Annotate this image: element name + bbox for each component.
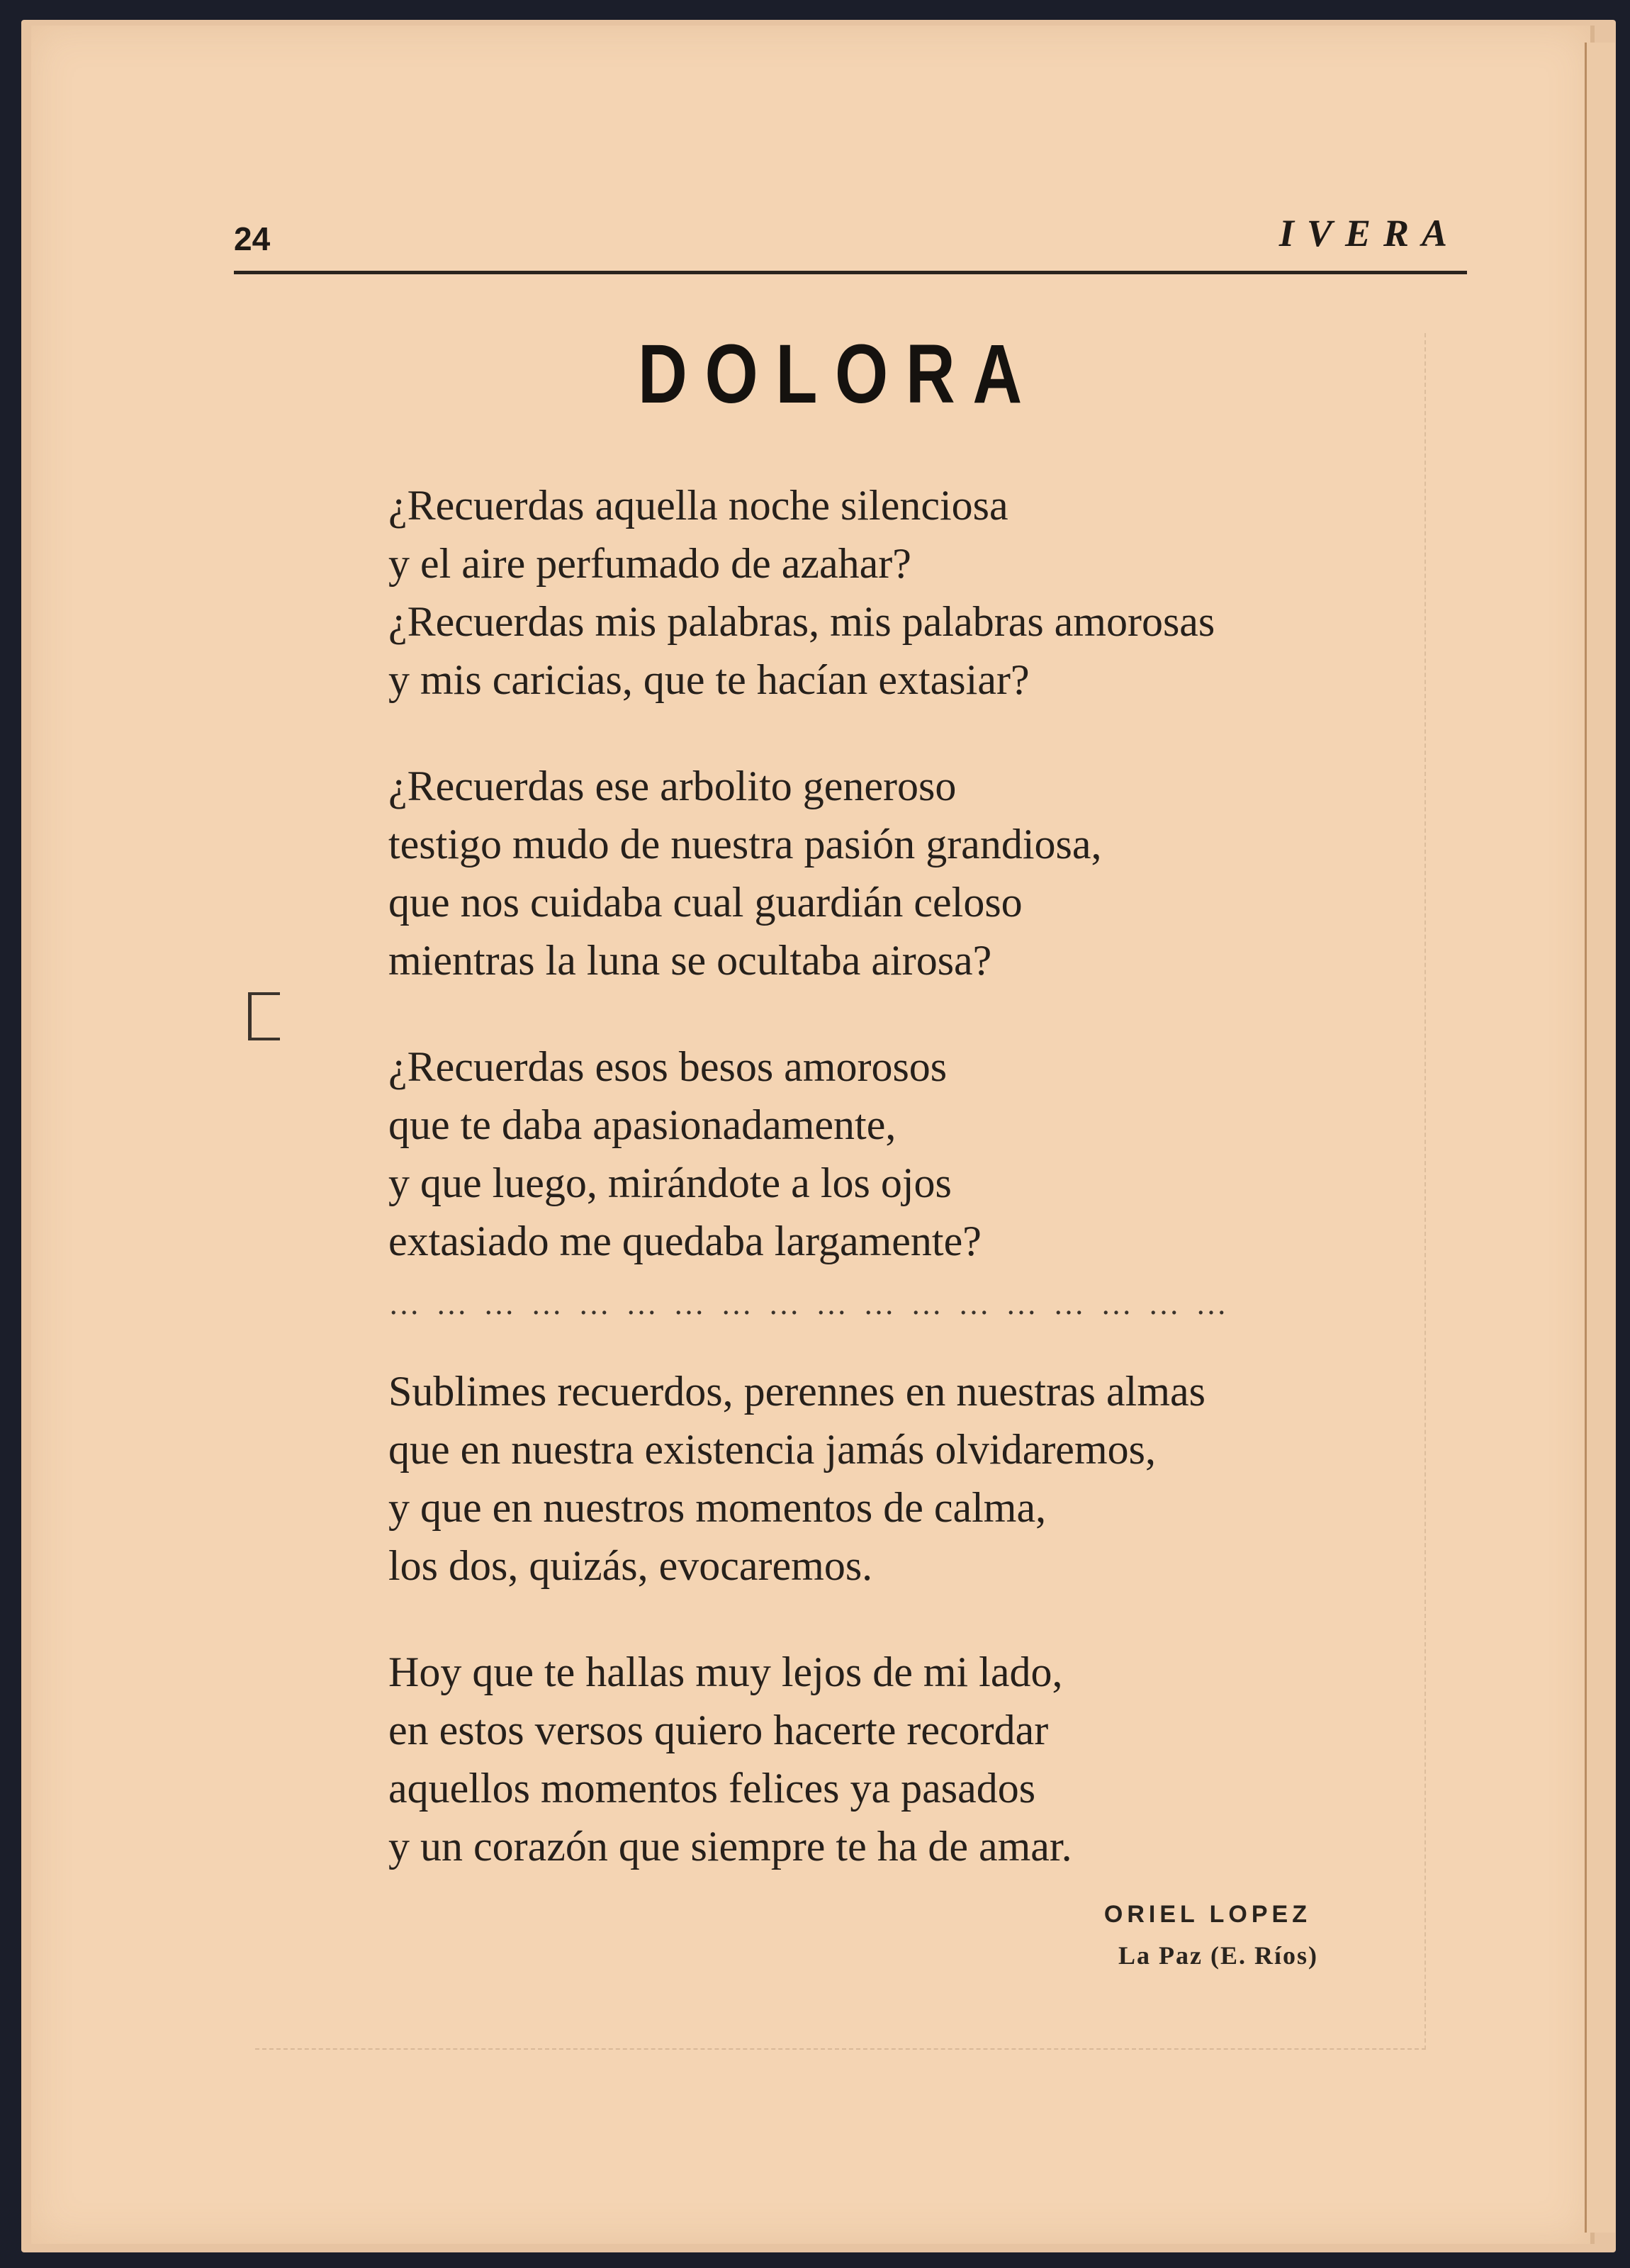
verse-line: y un corazón que siempre te ha de amar. xyxy=(388,1823,1072,1870)
verse-line: testigo mudo de nuestra pasión grandiosa, xyxy=(388,821,1102,868)
verse-line: Hoy que te hallas muy lejos de mi lado, xyxy=(388,1649,1063,1695)
verse-line: ¿Recuerdas esos besos amorosos xyxy=(388,1043,948,1090)
verse-line: ¿Recuerdas mis palabras, mis palabras amorosas xyxy=(388,598,1215,645)
verse-line: ¿Recuerdas ese arbolito generoso xyxy=(388,763,957,809)
header-rule xyxy=(234,271,1467,274)
verse-line: y que luego, mirándote a los ojos xyxy=(388,1160,952,1206)
verse-line: los dos, quizás, evocaremos. xyxy=(388,1542,873,1589)
stanza-3 xyxy=(388,1038,1451,1270)
verse-line: que en nuestra existencia jamás olvidaremos, xyxy=(388,1426,1156,1473)
verse-line: que nos cuidaba cual guardián celoso xyxy=(388,879,1023,926)
author-place: La Paz (E. Ríos) xyxy=(1118,1941,1318,1970)
verse-line: y mis caricias, que te hacían extasiar? xyxy=(388,656,1030,703)
verse-line: en estos versos quiero hacerte recordar xyxy=(388,1707,1049,1753)
stanza-4 xyxy=(388,1362,1451,1595)
verse-line: extasiado me quedaba largamente? xyxy=(388,1218,982,1264)
running-head: IVERA xyxy=(1278,212,1460,254)
poem-title: DOLORA xyxy=(638,327,1040,421)
verse-line: ¿Recuerdas aquella noche silenciosa xyxy=(388,482,1008,529)
stanza-1 xyxy=(388,476,1451,709)
verse-line: y el aire perfumado de azahar? xyxy=(388,540,911,587)
adjacent-page-edge xyxy=(1585,43,1615,2233)
verse-line: mientras la luna se ocultaba airosa? xyxy=(388,937,992,984)
verse-line: aquellos momentos felices ya pasados xyxy=(388,1765,1036,1812)
stanza-5 xyxy=(388,1643,1451,1875)
page-number: 24 xyxy=(234,220,271,257)
verse-line: que te daba apasionadamente, xyxy=(388,1101,896,1148)
ellipsis-separator: … … … … … … … … … … … … … … … … … … xyxy=(388,1286,1231,1321)
author-name: ORIEL LOPEZ xyxy=(1103,1901,1311,1928)
verse-line: y que en nuestros momentos de calma, xyxy=(388,1484,1047,1531)
stanza-2 xyxy=(388,757,1451,989)
margin-mark xyxy=(248,992,280,1040)
verse-line: Sublimes recuerdos, perennes en nuestras almas xyxy=(388,1368,1205,1415)
poem-body xyxy=(388,476,1451,1924)
